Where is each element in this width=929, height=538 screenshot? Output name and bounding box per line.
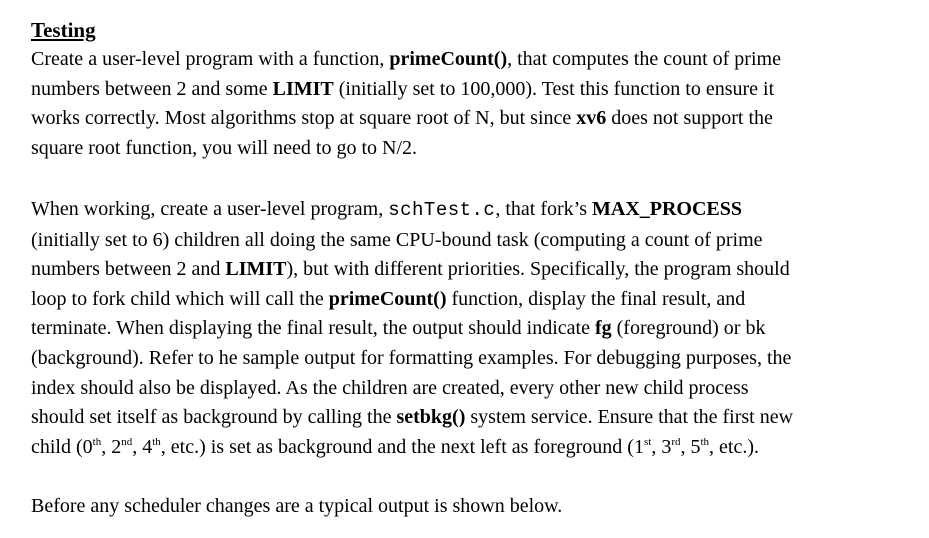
keyword-fg: fg bbox=[594, 317, 612, 340]
text-run: child (0 bbox=[31, 435, 93, 458]
constant-name: LIMIT bbox=[272, 77, 334, 100]
text-line: index should also be displayed. As the children are created, every other new child process bbox=[31, 376, 749, 399]
paragraph-schtest bbox=[31, 195, 911, 462]
text-run: system service. Ensure that the first new bbox=[465, 406, 794, 429]
text-run: , etc.). bbox=[709, 435, 760, 458]
text-run: (foreground) or bk bbox=[611, 317, 766, 340]
function-name: setbkg() bbox=[396, 406, 466, 429]
text-line bbox=[31, 285, 911, 315]
text-line: square root function, you will need to go to N/2. bbox=[31, 136, 418, 159]
text-run: ), but with different priorities. Specifically, the program should bbox=[286, 258, 790, 281]
text-run: terminate. When displaying the final result, the output should indicate bbox=[31, 317, 595, 340]
os-name: xv6 bbox=[576, 107, 607, 130]
section-heading: Testing bbox=[31, 18, 96, 42]
text-line: (initially set to 6) children all doing the same CPU-bound task (computing a count of prime bbox=[31, 228, 763, 251]
function-name: primeCount() bbox=[328, 287, 447, 310]
text-run: should set itself as background by calling the bbox=[31, 406, 397, 429]
text-line bbox=[31, 433, 911, 463]
constant-name: LIMIT bbox=[225, 258, 287, 281]
text-run: , 5 bbox=[680, 435, 701, 458]
text-line: Before any scheduler changes are a typical output is shown below. bbox=[31, 495, 563, 517]
ordinal-suffix: nd bbox=[121, 435, 133, 448]
text-line bbox=[31, 45, 911, 75]
ordinal-suffix: th bbox=[152, 435, 161, 448]
text-line bbox=[31, 104, 911, 134]
text-run: numbers between 2 and some bbox=[31, 77, 273, 100]
text-run: (initially set to 100,000). Test this function to ensure it bbox=[333, 77, 775, 100]
text-line bbox=[31, 403, 911, 433]
file-name: schTest.c bbox=[388, 199, 496, 221]
text-run: , that fork’s bbox=[495, 198, 592, 220]
text-run: works correctly. Most algorithms stop at square root of N, but since bbox=[31, 107, 577, 130]
text-run: , 3 bbox=[651, 435, 672, 458]
paragraph-output-intro bbox=[31, 492, 911, 522]
text-line bbox=[31, 314, 911, 344]
ordinal-suffix: rd bbox=[671, 435, 681, 448]
ordinal-suffix: st bbox=[643, 435, 652, 448]
function-name: primeCount() bbox=[389, 48, 508, 70]
text-run: , 2 bbox=[101, 435, 122, 458]
text-run: Create a user-level program with a function, bbox=[31, 48, 390, 70]
text-run: function, display the final result, and bbox=[446, 287, 746, 310]
text-run: , that computes the count of prime bbox=[507, 48, 781, 70]
text-line: (background). Refer to he sample output for formatting examples. For debugging purposes, the bbox=[31, 346, 792, 369]
text-run: , etc.) is set as background and the next left as foreground (1 bbox=[160, 435, 644, 458]
constant-name: MAX_PROCESS bbox=[592, 198, 743, 220]
text-run: , 4 bbox=[132, 435, 153, 458]
text-line bbox=[31, 255, 911, 285]
ordinal-suffix: th bbox=[700, 435, 710, 448]
ordinal-suffix: th bbox=[92, 435, 102, 448]
text-line bbox=[31, 75, 911, 105]
text-run: When working, create a user-level program, bbox=[31, 198, 389, 220]
text-run: numbers between 2 and bbox=[31, 258, 226, 281]
paragraph-prime-count bbox=[31, 45, 911, 163]
text-run: loop to fork child which will call the bbox=[31, 287, 329, 310]
text-line bbox=[31, 195, 911, 226]
text-run: does not support the bbox=[606, 107, 773, 130]
